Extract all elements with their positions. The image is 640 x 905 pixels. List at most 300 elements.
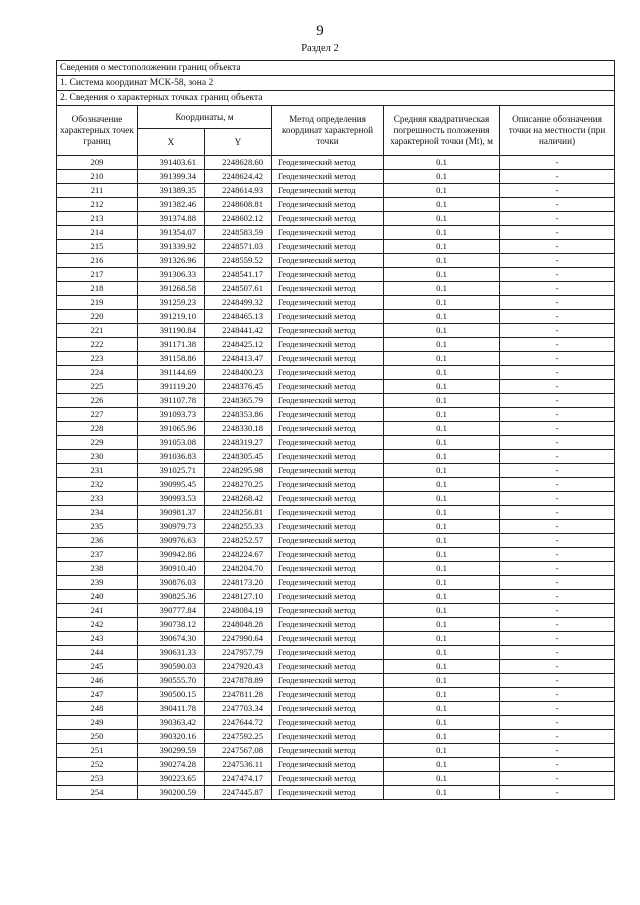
- method-cell: Геодезический метод: [272, 464, 384, 478]
- x-coordinate: 390876.03: [138, 576, 205, 590]
- description-cell: -: [500, 212, 615, 226]
- accuracy-cell: 0.1: [384, 576, 500, 590]
- table-row: [57, 492, 615, 506]
- point-number: 229: [57, 436, 138, 450]
- method-cell: Геодезический метод: [272, 478, 384, 492]
- y-coordinate: 2247644.72: [205, 716, 272, 730]
- y-coordinate: 2247878.89: [205, 674, 272, 688]
- x-coordinate: 391053.08: [138, 436, 205, 450]
- method-cell: Геодезический метод: [272, 590, 384, 604]
- table-row: [57, 408, 615, 422]
- point-number: 221: [57, 324, 138, 338]
- accuracy-cell: 0.1: [384, 254, 500, 268]
- description-cell: -: [500, 366, 615, 380]
- point-number: 253: [57, 772, 138, 786]
- y-coordinate: 2247990.64: [205, 632, 272, 646]
- accuracy-cell: 0.1: [384, 534, 500, 548]
- header-coordinates: Координаты, м: [138, 106, 272, 129]
- y-coordinate: 2248295.98: [205, 464, 272, 478]
- method-cell: Геодезический метод: [272, 324, 384, 338]
- table-row: [57, 618, 615, 632]
- table-row: [57, 240, 615, 254]
- y-coordinate: 2248400.23: [205, 366, 272, 380]
- x-coordinate: 390981.37: [138, 506, 205, 520]
- description-cell: -: [500, 240, 615, 254]
- description-cell: -: [500, 170, 615, 184]
- method-cell: Геодезический метод: [272, 408, 384, 422]
- description-cell: -: [500, 338, 615, 352]
- accuracy-cell: 0.1: [384, 212, 500, 226]
- y-coordinate: 2247445.87: [205, 786, 272, 800]
- x-coordinate: 390223.65: [138, 772, 205, 786]
- x-coordinate: 391374.88: [138, 212, 205, 226]
- y-coordinate: 2248507.61: [205, 282, 272, 296]
- table-row: [57, 688, 615, 702]
- point-number: 213: [57, 212, 138, 226]
- point-number: 230: [57, 450, 138, 464]
- description-cell: -: [500, 464, 615, 478]
- x-coordinate: 391268.58: [138, 282, 205, 296]
- method-cell: Геодезический метод: [272, 352, 384, 366]
- table-row: [57, 520, 615, 534]
- description-cell: -: [500, 534, 615, 548]
- point-number: 249: [57, 716, 138, 730]
- point-number: 240: [57, 590, 138, 604]
- y-coordinate: 2248441.42: [205, 324, 272, 338]
- point-number: 244: [57, 646, 138, 660]
- point-number: 215: [57, 240, 138, 254]
- y-coordinate: 2248084.19: [205, 604, 272, 618]
- x-coordinate: 391259.23: [138, 296, 205, 310]
- y-coordinate: 2248571.03: [205, 240, 272, 254]
- accuracy-cell: 0.1: [384, 380, 500, 394]
- description-cell: -: [500, 296, 615, 310]
- y-coordinate: 2248559.52: [205, 254, 272, 268]
- accuracy-cell: 0.1: [384, 548, 500, 562]
- point-number: 233: [57, 492, 138, 506]
- accuracy-cell: 0.1: [384, 394, 500, 408]
- table-row: [57, 744, 615, 758]
- y-coordinate: 2248353.86: [205, 408, 272, 422]
- method-cell: Геодезический метод: [272, 520, 384, 534]
- method-cell: Геодезический метод: [272, 170, 384, 184]
- table-row: [57, 352, 615, 366]
- table-row: [57, 156, 615, 170]
- accuracy-cell: 0.1: [384, 786, 500, 800]
- accuracy-cell: 0.1: [384, 492, 500, 506]
- header-x: X: [138, 129, 205, 156]
- accuracy-cell: 0.1: [384, 156, 500, 170]
- description-cell: -: [500, 660, 615, 674]
- accuracy-cell: 0.1: [384, 408, 500, 422]
- description-cell: -: [500, 604, 615, 618]
- x-coordinate: 391399.34: [138, 170, 205, 184]
- description-cell: -: [500, 310, 615, 324]
- y-coordinate: 2248376.45: [205, 380, 272, 394]
- x-coordinate: 390500.15: [138, 688, 205, 702]
- point-number: 238: [57, 562, 138, 576]
- accuracy-cell: 0.1: [384, 730, 500, 744]
- method-cell: Геодезический метод: [272, 394, 384, 408]
- description-cell: -: [500, 758, 615, 772]
- point-number: 212: [57, 198, 138, 212]
- description-cell: -: [500, 380, 615, 394]
- table-row: [57, 548, 615, 562]
- x-coordinate: 390674.30: [138, 632, 205, 646]
- y-coordinate: 2247536.11: [205, 758, 272, 772]
- y-coordinate: 2248602.12: [205, 212, 272, 226]
- accuracy-cell: 0.1: [384, 324, 500, 338]
- table-row: [57, 702, 615, 716]
- x-coordinate: 390320.16: [138, 730, 205, 744]
- method-cell: Геодезический метод: [272, 338, 384, 352]
- table-row: [57, 758, 615, 772]
- boundary-points-table: [56, 60, 615, 800]
- table-row: [57, 310, 615, 324]
- accuracy-cell: 0.1: [384, 674, 500, 688]
- method-cell: Геодезический метод: [272, 534, 384, 548]
- y-coordinate: 2248413.47: [205, 352, 272, 366]
- table-row: [57, 590, 615, 604]
- x-coordinate: 391171.38: [138, 338, 205, 352]
- accuracy-cell: 0.1: [384, 506, 500, 520]
- table-row: [57, 394, 615, 408]
- accuracy-cell: 0.1: [384, 170, 500, 184]
- x-coordinate: 390299.59: [138, 744, 205, 758]
- method-cell: Геодезический метод: [272, 506, 384, 520]
- x-coordinate: 391382.46: [138, 198, 205, 212]
- method-cell: Геодезический метод: [272, 604, 384, 618]
- point-number: 248: [57, 702, 138, 716]
- y-coordinate: 2248425.12: [205, 338, 272, 352]
- table-row: [57, 422, 615, 436]
- x-coordinate: 391306.33: [138, 268, 205, 282]
- description-cell: -: [500, 772, 615, 786]
- point-number: 232: [57, 478, 138, 492]
- method-cell: Геодезический метод: [272, 212, 384, 226]
- method-cell: Геодезический метод: [272, 660, 384, 674]
- table-row: [57, 324, 615, 338]
- point-number: 225: [57, 380, 138, 394]
- table-row: [57, 212, 615, 226]
- description-cell: -: [500, 548, 615, 562]
- y-coordinate: 2248614.93: [205, 184, 272, 198]
- method-cell: Геодезический метод: [272, 240, 384, 254]
- point-number: 218: [57, 282, 138, 296]
- y-coordinate: 2248270.25: [205, 478, 272, 492]
- header-y: Y: [205, 129, 272, 156]
- header-accuracy: Средняя квадратическая погрешность положения характерной точки (Mt), м: [384, 106, 500, 156]
- method-cell: Геодезический метод: [272, 716, 384, 730]
- description-cell: -: [500, 282, 615, 296]
- accuracy-cell: 0.1: [384, 352, 500, 366]
- table-row: [57, 534, 615, 548]
- table-row: [57, 366, 615, 380]
- point-number: 219: [57, 296, 138, 310]
- table-row: [57, 198, 615, 212]
- point-number: 241: [57, 604, 138, 618]
- table-row: [57, 338, 615, 352]
- method-cell: Геодезический метод: [272, 786, 384, 800]
- method-cell: Геодезический метод: [272, 548, 384, 562]
- table-row: [57, 436, 615, 450]
- description-cell: -: [500, 632, 615, 646]
- point-number: 228: [57, 422, 138, 436]
- point-number: 209: [57, 156, 138, 170]
- table-row: [57, 184, 615, 198]
- y-coordinate: 2248127.10: [205, 590, 272, 604]
- table-row: [57, 478, 615, 492]
- section-title: Раздел 2: [301, 43, 339, 54]
- x-coordinate: 391107.78: [138, 394, 205, 408]
- x-coordinate: 391403.61: [138, 156, 205, 170]
- method-cell: Геодезический метод: [272, 310, 384, 324]
- x-coordinate: 391219.10: [138, 310, 205, 324]
- method-cell: Геодезический метод: [272, 254, 384, 268]
- point-number: 245: [57, 660, 138, 674]
- table-row: [57, 632, 615, 646]
- table-row: [57, 716, 615, 730]
- x-coordinate: 390995.45: [138, 478, 205, 492]
- method-cell: Геодезический метод: [272, 674, 384, 688]
- accuracy-cell: 0.1: [384, 632, 500, 646]
- point-number: 236: [57, 534, 138, 548]
- method-cell: Геодезический метод: [272, 296, 384, 310]
- y-coordinate: 2248319.27: [205, 436, 272, 450]
- table-row: [57, 674, 615, 688]
- table-row: [57, 268, 615, 282]
- accuracy-cell: 0.1: [384, 198, 500, 212]
- table-row: [57, 296, 615, 310]
- method-cell: Геодезический метод: [272, 422, 384, 436]
- table-row: [57, 506, 615, 520]
- table-row: [57, 254, 615, 268]
- point-number: 243: [57, 632, 138, 646]
- accuracy-cell: 0.1: [384, 562, 500, 576]
- accuracy-cell: 0.1: [384, 464, 500, 478]
- accuracy-cell: 0.1: [384, 338, 500, 352]
- y-coordinate: 2247592.25: [205, 730, 272, 744]
- y-coordinate: 2248252.57: [205, 534, 272, 548]
- description-cell: -: [500, 618, 615, 632]
- x-coordinate: 391025.71: [138, 464, 205, 478]
- point-number: 242: [57, 618, 138, 632]
- y-coordinate: 2247567.08: [205, 744, 272, 758]
- x-coordinate: 390910.40: [138, 562, 205, 576]
- description-cell: -: [500, 520, 615, 534]
- point-number: 226: [57, 394, 138, 408]
- description-cell: -: [500, 324, 615, 338]
- description-cell: -: [500, 436, 615, 450]
- y-coordinate: 2248465.13: [205, 310, 272, 324]
- point-number: 211: [57, 184, 138, 198]
- accuracy-cell: 0.1: [384, 240, 500, 254]
- table-row: [57, 660, 615, 674]
- x-coordinate: 391158.86: [138, 352, 205, 366]
- method-cell: Геодезический метод: [272, 380, 384, 394]
- table-row: [57, 562, 615, 576]
- accuracy-cell: 0.1: [384, 702, 500, 716]
- table-row: [57, 226, 615, 240]
- header-description: Описание обозначения точки на местности (при наличии): [500, 106, 615, 156]
- accuracy-cell: 0.1: [384, 422, 500, 436]
- point-number: 251: [57, 744, 138, 758]
- accuracy-cell: 0.1: [384, 520, 500, 534]
- y-coordinate: 2248499.32: [205, 296, 272, 310]
- points-heading: 2. Сведения о характерных точках границ объекта: [57, 91, 615, 106]
- y-coordinate: 2247474.17: [205, 772, 272, 786]
- accuracy-cell: 0.1: [384, 296, 500, 310]
- description-cell: -: [500, 254, 615, 268]
- method-cell: Геодезический метод: [272, 758, 384, 772]
- accuracy-cell: 0.1: [384, 226, 500, 240]
- method-cell: Геодезический метод: [272, 772, 384, 786]
- x-coordinate: 390590.03: [138, 660, 205, 674]
- method-cell: Геодезический метод: [272, 226, 384, 240]
- accuracy-cell: 0.1: [384, 688, 500, 702]
- point-number: 239: [57, 576, 138, 590]
- point-number: 214: [57, 226, 138, 240]
- description-cell: -: [500, 730, 615, 744]
- y-coordinate: 2248583.59: [205, 226, 272, 240]
- accuracy-cell: 0.1: [384, 660, 500, 674]
- point-number: 227: [57, 408, 138, 422]
- y-coordinate: 2248330.18: [205, 422, 272, 436]
- point-number: 231: [57, 464, 138, 478]
- description-cell: -: [500, 184, 615, 198]
- description-cell: -: [500, 422, 615, 436]
- x-coordinate: 391190.84: [138, 324, 205, 338]
- table-row: [57, 282, 615, 296]
- point-number: 254: [57, 786, 138, 800]
- description-cell: -: [500, 268, 615, 282]
- method-cell: Геодезический метод: [272, 744, 384, 758]
- point-number: 210: [57, 170, 138, 184]
- accuracy-cell: 0.1: [384, 310, 500, 324]
- x-coordinate: 390274.28: [138, 758, 205, 772]
- y-coordinate: 2248224.67: [205, 548, 272, 562]
- accuracy-cell: 0.1: [384, 478, 500, 492]
- y-coordinate: 2248365.79: [205, 394, 272, 408]
- point-number: 224: [57, 366, 138, 380]
- point-number: 237: [57, 548, 138, 562]
- description-cell: -: [500, 562, 615, 576]
- method-cell: Геодезический метод: [272, 450, 384, 464]
- y-coordinate: 2248305.45: [205, 450, 272, 464]
- method-cell: Геодезический метод: [272, 184, 384, 198]
- accuracy-cell: 0.1: [384, 436, 500, 450]
- table-row: [57, 380, 615, 394]
- table-row: [57, 772, 615, 786]
- method-cell: Геодезический метод: [272, 646, 384, 660]
- x-coordinate: 391036.83: [138, 450, 205, 464]
- location-heading: Сведения о местоположении границ объекта: [57, 61, 615, 76]
- description-cell: -: [500, 506, 615, 520]
- point-number: 222: [57, 338, 138, 352]
- description-cell: -: [500, 450, 615, 464]
- table-row: [57, 730, 615, 744]
- table-row: [57, 604, 615, 618]
- description-cell: -: [500, 492, 615, 506]
- description-cell: -: [500, 674, 615, 688]
- table-row: [57, 464, 615, 478]
- page-number: 9: [316, 23, 324, 39]
- accuracy-cell: 0.1: [384, 758, 500, 772]
- description-cell: -: [500, 744, 615, 758]
- description-cell: -: [500, 198, 615, 212]
- description-cell: -: [500, 688, 615, 702]
- method-cell: Геодезический метод: [272, 436, 384, 450]
- accuracy-cell: 0.1: [384, 366, 500, 380]
- table-row: [57, 576, 615, 590]
- method-cell: Геодезический метод: [272, 730, 384, 744]
- x-coordinate: 391339.92: [138, 240, 205, 254]
- method-cell: Геодезический метод: [272, 492, 384, 506]
- method-cell: Геодезический метод: [272, 268, 384, 282]
- table-row: [57, 786, 615, 800]
- x-coordinate: 390942.86: [138, 548, 205, 562]
- y-coordinate: 2248204.70: [205, 562, 272, 576]
- description-cell: -: [500, 156, 615, 170]
- header-point: Обозначение характерных точек границ: [57, 106, 138, 156]
- description-cell: -: [500, 646, 615, 660]
- y-coordinate: 2248624.42: [205, 170, 272, 184]
- x-coordinate: 390825.36: [138, 590, 205, 604]
- x-coordinate: 390363.42: [138, 716, 205, 730]
- y-coordinate: 2248541.17: [205, 268, 272, 282]
- x-coordinate: 390777.84: [138, 604, 205, 618]
- table-row: [57, 170, 615, 184]
- point-number: 217: [57, 268, 138, 282]
- method-cell: Геодезический метод: [272, 688, 384, 702]
- y-coordinate: 2248628.60: [205, 156, 272, 170]
- accuracy-cell: 0.1: [384, 744, 500, 758]
- point-number: 247: [57, 688, 138, 702]
- x-coordinate: 390411.78: [138, 702, 205, 716]
- description-cell: -: [500, 226, 615, 240]
- x-coordinate: 391119.20: [138, 380, 205, 394]
- accuracy-cell: 0.1: [384, 618, 500, 632]
- y-coordinate: 2248255.33: [205, 520, 272, 534]
- x-coordinate: 391354.07: [138, 226, 205, 240]
- y-coordinate: 2247703.34: [205, 702, 272, 716]
- y-coordinate: 2248048.28: [205, 618, 272, 632]
- y-coordinate: 2248608.81: [205, 198, 272, 212]
- coordinate-system-row: 1. Система координат МСК-58, зона 2: [57, 76, 615, 91]
- x-coordinate: 390555.70: [138, 674, 205, 688]
- point-number: 246: [57, 674, 138, 688]
- x-coordinate: 390993.53: [138, 492, 205, 506]
- x-coordinate: 390738.12: [138, 618, 205, 632]
- y-coordinate: 2248256.81: [205, 506, 272, 520]
- x-coordinate: 390979.73: [138, 520, 205, 534]
- point-number: 250: [57, 730, 138, 744]
- accuracy-cell: 0.1: [384, 184, 500, 198]
- description-cell: -: [500, 408, 615, 422]
- x-coordinate: 391065.96: [138, 422, 205, 436]
- description-cell: -: [500, 716, 615, 730]
- x-coordinate: 391326.96: [138, 254, 205, 268]
- description-cell: -: [500, 590, 615, 604]
- y-coordinate: 2248268.42: [205, 492, 272, 506]
- description-cell: -: [500, 352, 615, 366]
- point-number: 216: [57, 254, 138, 268]
- accuracy-cell: 0.1: [384, 268, 500, 282]
- method-cell: Геодезический метод: [272, 632, 384, 646]
- description-cell: -: [500, 786, 615, 800]
- header-method: Метод определения координат характерной точки: [272, 106, 384, 156]
- accuracy-cell: 0.1: [384, 450, 500, 464]
